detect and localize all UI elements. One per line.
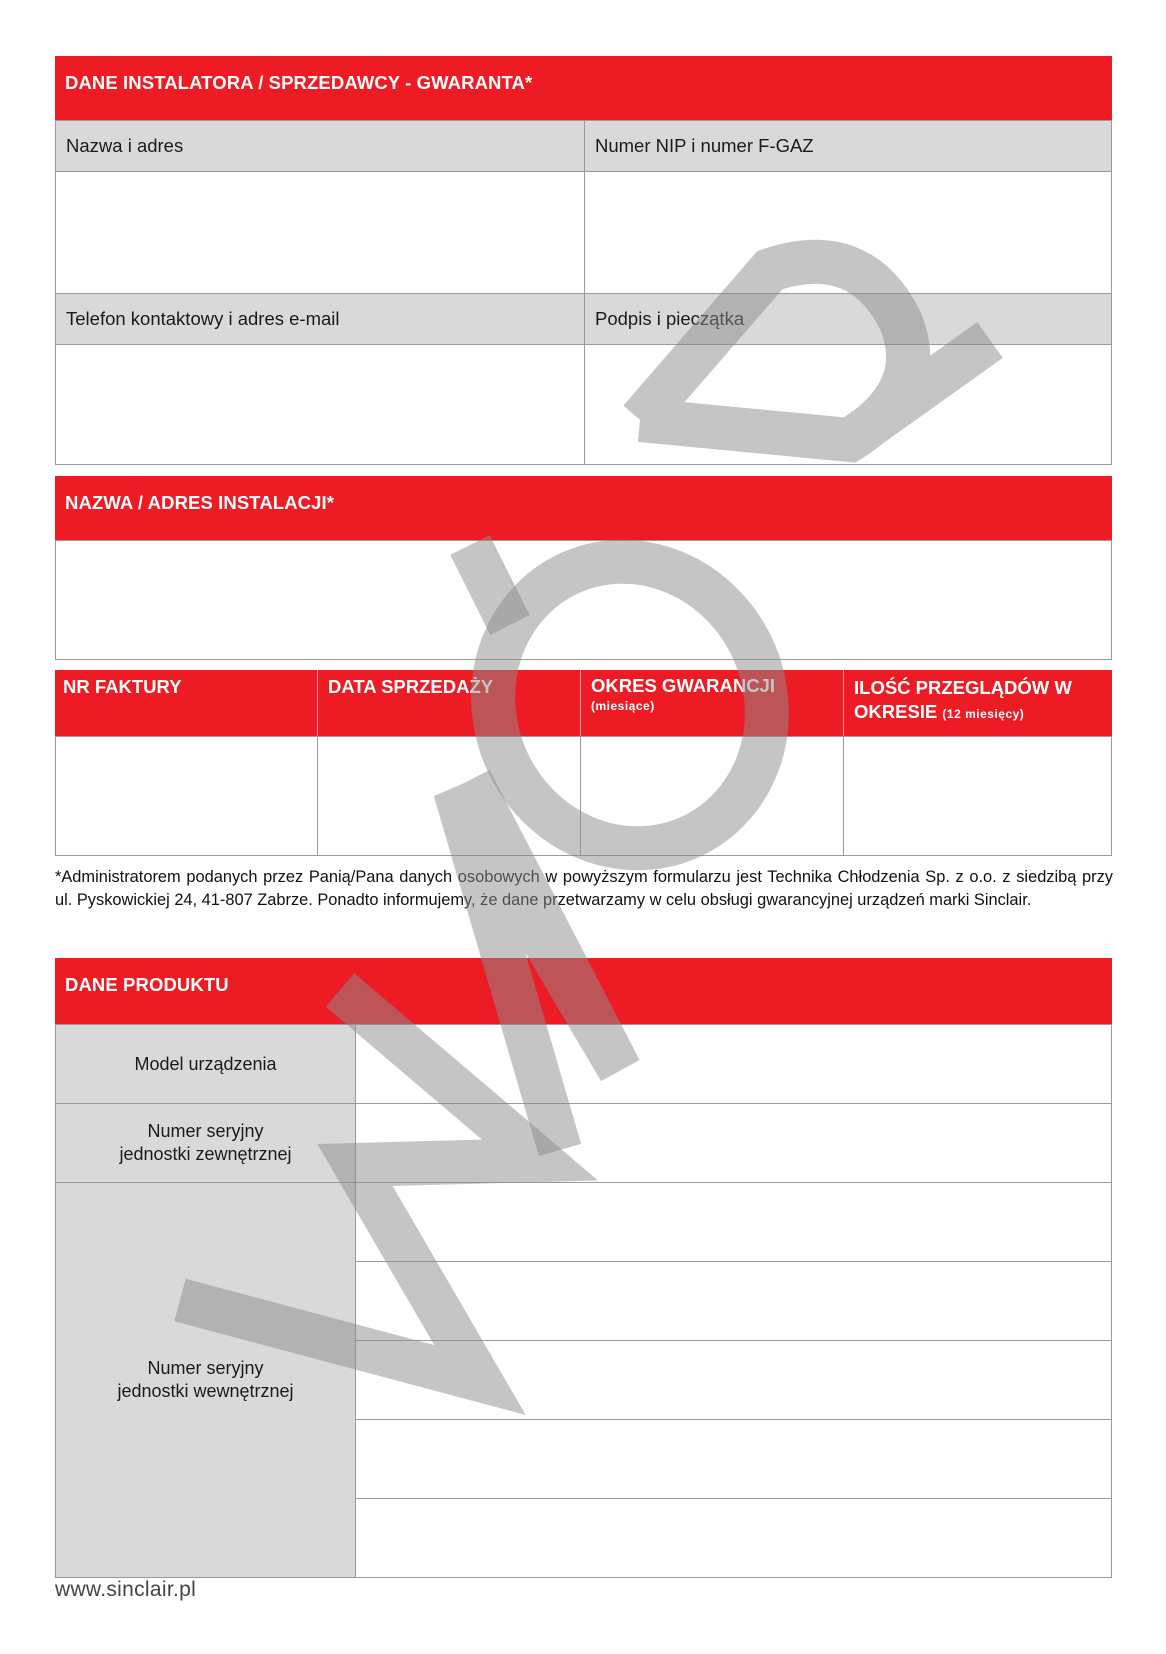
warranty-period-header — [581, 670, 843, 736]
inspections-count-title-line1: ILOŚĆ PRZEGLĄDÓW W — [854, 677, 1072, 698]
warranty-period-field[interactable] — [580, 736, 844, 856]
signature-stamp-field[interactable] — [584, 344, 1112, 465]
nip-fgaz-label: Numer NIP i numer F-GAZ — [584, 120, 1112, 172]
signature-stamp-label: Podpis i pieczątka — [584, 293, 1112, 345]
product-section-grid — [55, 1024, 1112, 1578]
model-field[interactable] — [355, 1024, 1112, 1104]
name-address-label: Nazwa i adres — [55, 120, 585, 172]
installation-section-title: NAZWA / ADRES INSTALACJI* — [65, 492, 335, 513]
inspections-count-unit: (12 miesięcy) — [942, 707, 1025, 721]
installation-section-header — [55, 476, 1112, 540]
outdoor-serial-label: Numer seryjny jednostki zewnętrznej — [55, 1103, 356, 1183]
invoice-table — [55, 670, 1112, 856]
indoor-serial-field-2[interactable] — [355, 1261, 1112, 1341]
invoice-number-field[interactable] — [55, 736, 318, 856]
indoor-serial-label: Numer seryjny jednostki wewnętrznej — [55, 1182, 356, 1578]
installation-address-field[interactable] — [55, 540, 1112, 660]
footer-url: www.sinclair.pl — [55, 1578, 197, 1601]
inspections-count-header — [844, 670, 1112, 736]
warranty-period-unit: (miesiące) — [591, 699, 655, 713]
inspections-count-title-line2: OKRESIE — [854, 701, 938, 722]
privacy-note: *Administratorem podanych przez Panią/Pana danych osobowych w powyższym formularzu jest Technika Chłodzenia Sp. z o.o. z siedzibą przy ul. Pyskowickiej 24, 41-807 Zabrze. Ponadto informujemy, że dane przetwarzamy w celu obsługi gwarancyjnej urządzeń marki Sinclair. — [55, 868, 1113, 909]
phone-email-field[interactable] — [55, 344, 585, 465]
inspections-count-field[interactable] — [843, 736, 1112, 856]
indoor-serial-field-1[interactable] — [355, 1182, 1112, 1262]
installation-section-grid — [55, 540, 1112, 660]
indoor-serial-field-3[interactable] — [355, 1340, 1112, 1420]
product-section-title: DANE PRODUKTU — [65, 974, 229, 995]
installer-section-title: DANE INSTALATORA / SPRZEDAWCY - GWARANTA* — [65, 72, 533, 93]
indoor-serial-field-4[interactable] — [355, 1419, 1112, 1499]
product-section-header — [55, 958, 1112, 1024]
outdoor-serial-field[interactable] — [355, 1103, 1112, 1183]
sale-date-field[interactable] — [317, 736, 581, 856]
sale-date-header: DATA SPRZEDAŻY — [328, 676, 494, 697]
model-label: Model urządzenia — [55, 1024, 356, 1104]
name-address-field[interactable] — [55, 171, 585, 294]
nip-fgaz-field[interactable] — [584, 171, 1112, 294]
phone-email-label: Telefon kontaktowy i adres e-mail — [55, 293, 585, 345]
installer-section-header — [55, 56, 1112, 120]
invoice-number-header: NR FAKTURY — [63, 676, 182, 697]
warranty-period-title: OKRES GWARANCJI — [591, 675, 775, 696]
installer-section-grid — [55, 120, 1112, 464]
indoor-serial-field-5[interactable] — [355, 1498, 1112, 1578]
